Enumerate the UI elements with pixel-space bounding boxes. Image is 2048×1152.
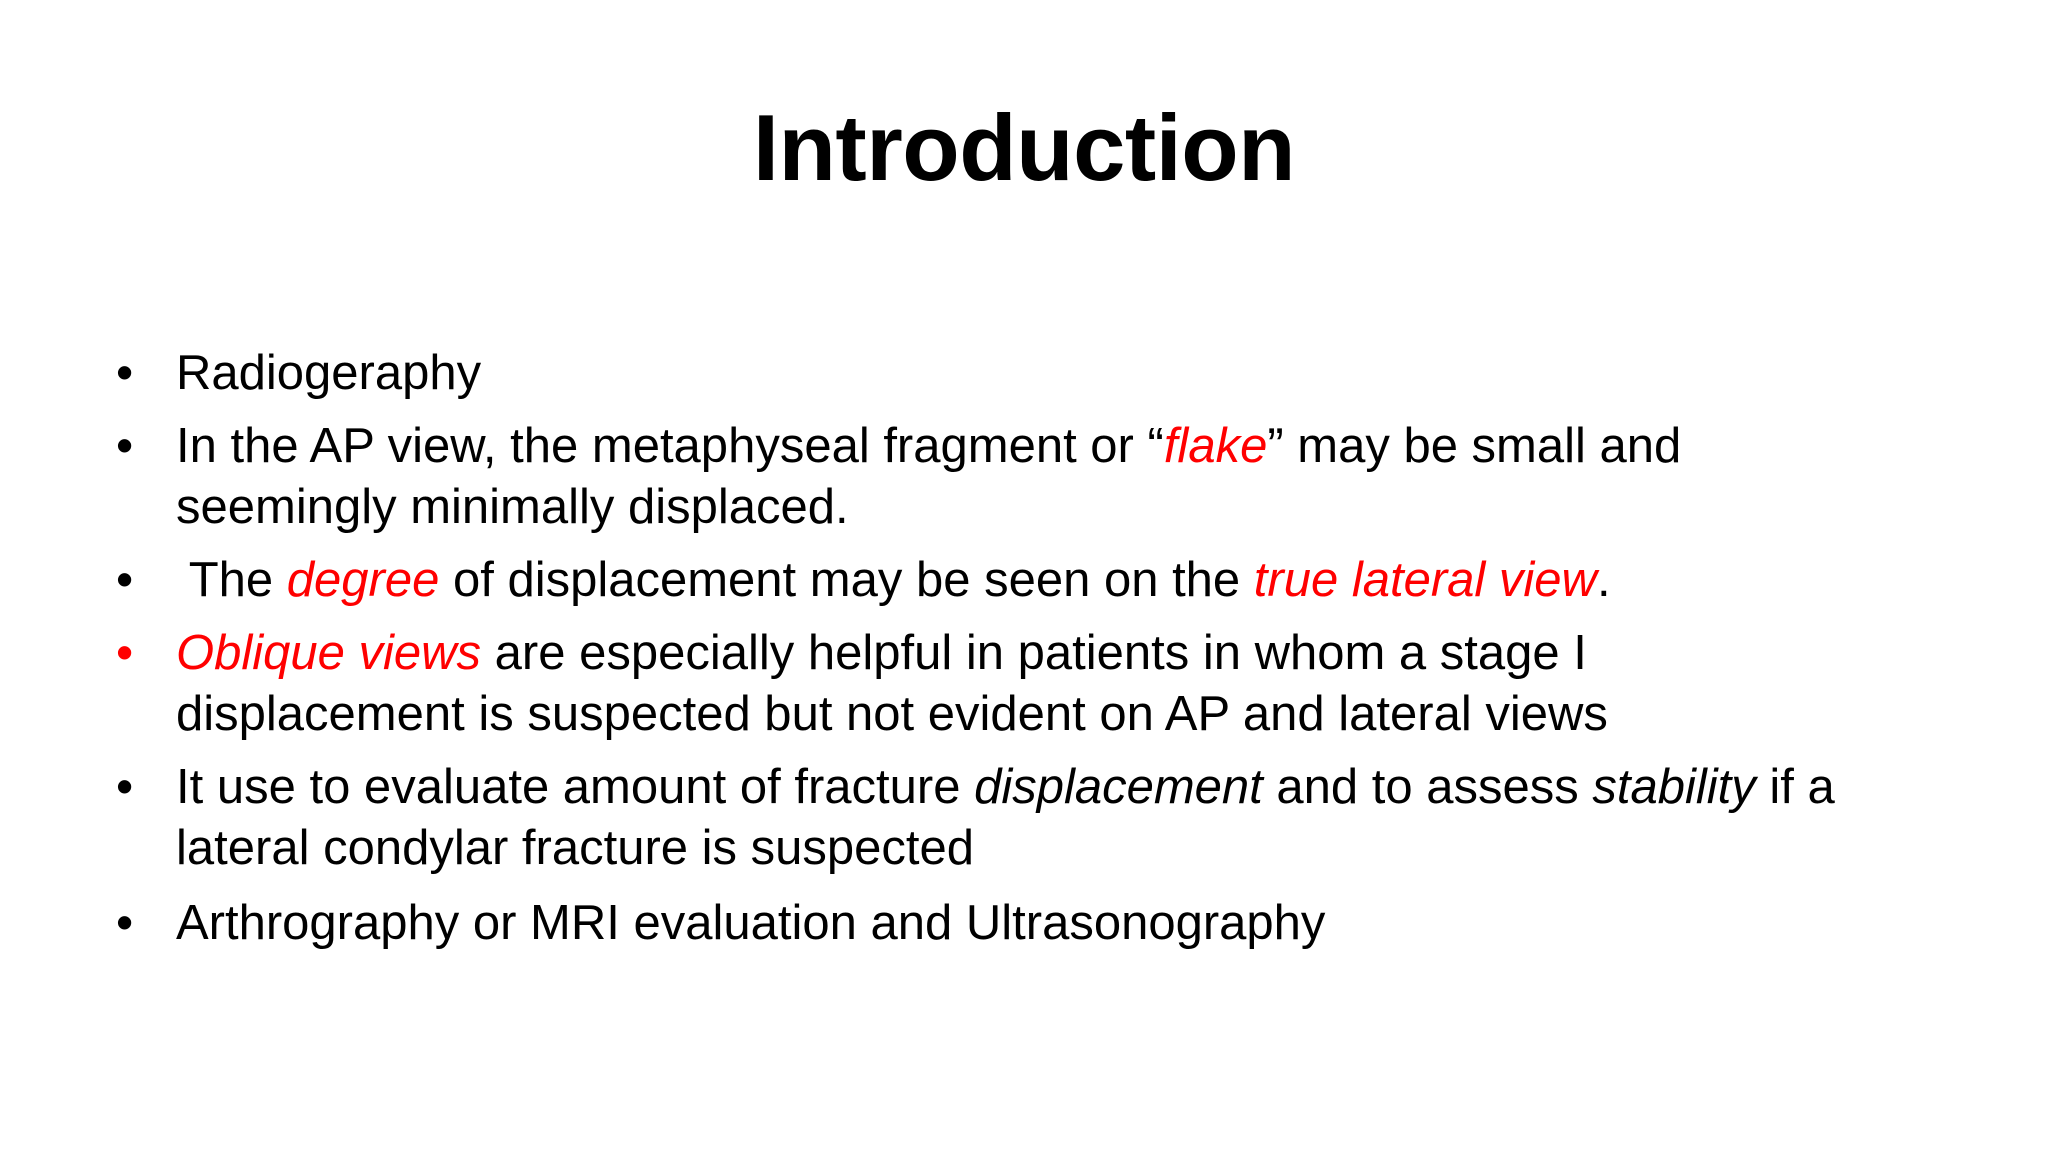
emphasis-term: displacement: [974, 760, 1263, 814]
bullet-icon: •: [116, 419, 134, 473]
slide-title: Introduction: [752, 95, 1296, 200]
bullet-icon: •: [116, 760, 134, 814]
highlight-term: degree: [286, 553, 440, 607]
bullet-text: [176, 757, 1936, 879]
bullet-icon: •: [116, 553, 134, 607]
highlight-term: Oblique views: [176, 626, 482, 680]
text-segment: and to assess: [1262, 760, 1593, 814]
text-segment: seemingly minimally displaced.: [176, 480, 849, 534]
highlight-term: true lateral view: [1253, 553, 1597, 607]
bullet-text: [176, 623, 1936, 745]
emphasis-term: stability: [1592, 760, 1756, 814]
text-segment: It use to evaluate amount of fracture: [176, 760, 975, 814]
text-segment: if a: [1755, 760, 1835, 814]
text-segment: ” may be small and: [1267, 419, 1682, 473]
bullet-text: [176, 416, 1936, 538]
bullet-icon: •: [116, 896, 134, 950]
bullet-icon: •: [116, 626, 134, 680]
bullet-text: [176, 343, 1936, 404]
bullet-icon: •: [116, 346, 134, 400]
text-segment: The: [176, 553, 287, 607]
bullet-text: [176, 550, 1936, 611]
bullet-text: [176, 893, 1936, 954]
text-segment: are especially helpful in patients in whom a stage I: [481, 626, 1587, 680]
text-segment: Arthrography or MRI evaluation and Ultrasonography: [176, 896, 1326, 950]
highlight-term: flake: [1163, 419, 1268, 473]
text-segment: In the AP view, the metaphyseal fragment or “: [176, 419, 1164, 473]
text-segment: displacement is suspected but not evident on AP and lateral views: [176, 687, 1608, 741]
text-segment: Radiogeraphy: [176, 346, 482, 400]
text-segment: .: [1596, 553, 1611, 607]
text-segment: of displacement may be seen on the: [439, 553, 1254, 607]
text-segment: lateral condylar fracture is suspected: [176, 821, 974, 875]
